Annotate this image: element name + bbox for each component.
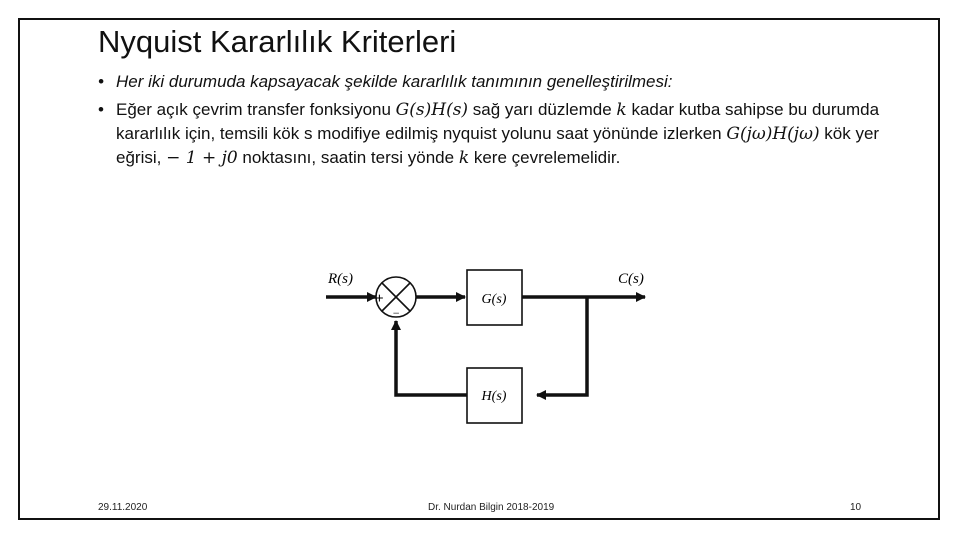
bullet-2-text-3: kadar kutba sahipse bu durumda kararlılık için, temsili kök s modifiye edilmiş nyquist yolunu saat yönünde izlerken [116,100,880,143]
math-critical-point: − 1 + j0 [166,148,238,168]
feedback-path-out [396,321,467,395]
bullet-1-text: Her iki durumuda kapsayacak şekilde kararlılık tanımının genelleştirilmesi: [116,72,673,91]
bullet-2-text-2: sağ yarı düzlemde [468,100,617,119]
footer-author: Dr. Nurdan Bilgin 2018-2019 [428,502,555,513]
bullet-2-text-1: Eğer açık çevrim transfer fonksiyonu [116,100,396,119]
math-frequency-response: G(jω)H(jω) [726,124,820,144]
bullet-2-text-6: kere çevrelemelidir. [469,148,621,167]
slide-title: Nyquist Kararlılık Kriterleri [98,24,457,59]
plus-sign: + [375,291,384,307]
input-label: R(s) [328,271,353,287]
bullet-list [98,70,888,174]
math-k: k [616,100,627,120]
math-open-loop-tf: G(s)H(s) [395,100,469,120]
footer-date: 29.11.2020 [98,502,148,513]
footer-page-number: 10 [850,502,862,513]
bullet-item-2 [98,98,888,170]
bullet-2-text-5: noktasını, saatin tersi yönde [237,148,459,167]
forward-block-label: G(s) [481,292,507,307]
bullet-2-text-4: kök yer eğrisi, [116,124,880,167]
feedback-block-label: H(s) [481,389,507,404]
math-k-2: k [458,148,470,168]
feedback-block-diagram [320,255,660,440]
bullet-item-1 [98,70,888,94]
minus-sign: − [392,306,401,320]
output-label: C(s) [618,271,644,287]
feedback-path-in [537,297,587,395]
